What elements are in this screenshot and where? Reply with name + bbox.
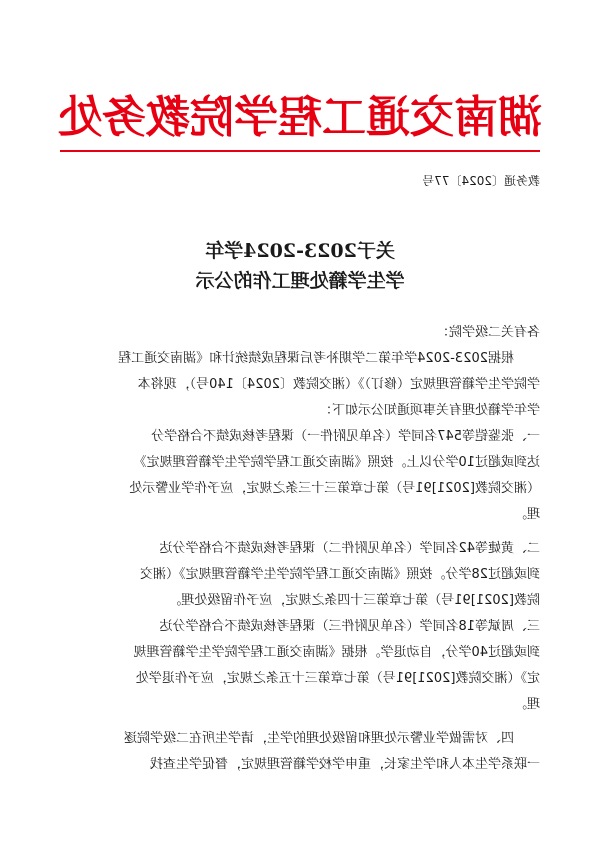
paragraph-line: 理。 (513, 507, 540, 522)
paragraph-line: 到或超过40学分，自动退学。根据《湖南交通工程学院学生学籍管理规 (133, 645, 540, 660)
paragraph-line: 理。 (513, 697, 540, 712)
paragraph-gap (60, 528, 540, 536)
paragraph-line: 定》（湘交院教[2021]91号）第七章第三十五条之规定，应予作退学处 (135, 671, 540, 686)
paragraph-line: 四、对需做学业警示处理和留级处理的学生，请学生所在二级学院逐 (123, 731, 514, 746)
paragraph-line: 达到或超过10学分以上。按照《湖南交通工程学院学生学籍管理规定》 (133, 455, 540, 470)
paragraph-gap (60, 718, 540, 726)
paragraph-item-2 (60, 536, 540, 614)
paragraph-line: 一、张鉴铠等547名同学（名单见附件一）课程考核成绩不合格学分 (151, 429, 540, 444)
paragraph-line: 学年学籍处理有关事项通知公示如下： (318, 403, 540, 418)
document-number (60, 172, 540, 189)
document-number-text: 教务通〔2024〕77号 (422, 174, 540, 188)
paragraph-line: 三、周斌等18名同学（名单见附件三）课程考核成绩不合格学分达 (159, 619, 540, 634)
paragraph-line: 院教[2021]91号）第七章第三十四条之规定，应予作留级处理。 (168, 593, 540, 608)
paragraph-line: 二、黄婕等42名同学（名单见附件二）课程考核成绩不合格学分达 (159, 541, 540, 556)
notice-body (60, 320, 540, 778)
paragraph-line: 到或超过28学分。按照《湖南交通工程学院学生学籍管理规定》（湘交 (139, 567, 540, 582)
notice-title-line-1: 关于2023-2024学年 (205, 240, 395, 262)
paragraph-line: 学院学生学籍管理规定（修订）》（湘交院教〔2024〕140号），现将本 (137, 377, 540, 392)
paragraph-line: 根据2023-2024学年第二学期补考后课程成绩统计和《湖南交通工程 (118, 351, 514, 366)
red-divider-line (60, 150, 540, 152)
paragraph-item-4 (60, 726, 540, 778)
paragraph-item-1 (60, 424, 540, 528)
salutation: 各有关二级学院： (435, 325, 540, 340)
paragraph-line: 一联系学生本人和学生家长，重申学校学籍管理规定，督促学生查找 (149, 757, 540, 772)
issuing-office-title: 湖南交通工程学院教务处 (58, 92, 542, 143)
paragraph-item-3 (60, 614, 540, 718)
paragraph-intro (60, 346, 540, 424)
notice-title-line-2: 学生学籍处理工作的公示 (195, 270, 405, 292)
paragraph-line: （湘交院教[2021]91号）第七章第三十三条之规定，应予作学业警示处 (129, 481, 540, 496)
